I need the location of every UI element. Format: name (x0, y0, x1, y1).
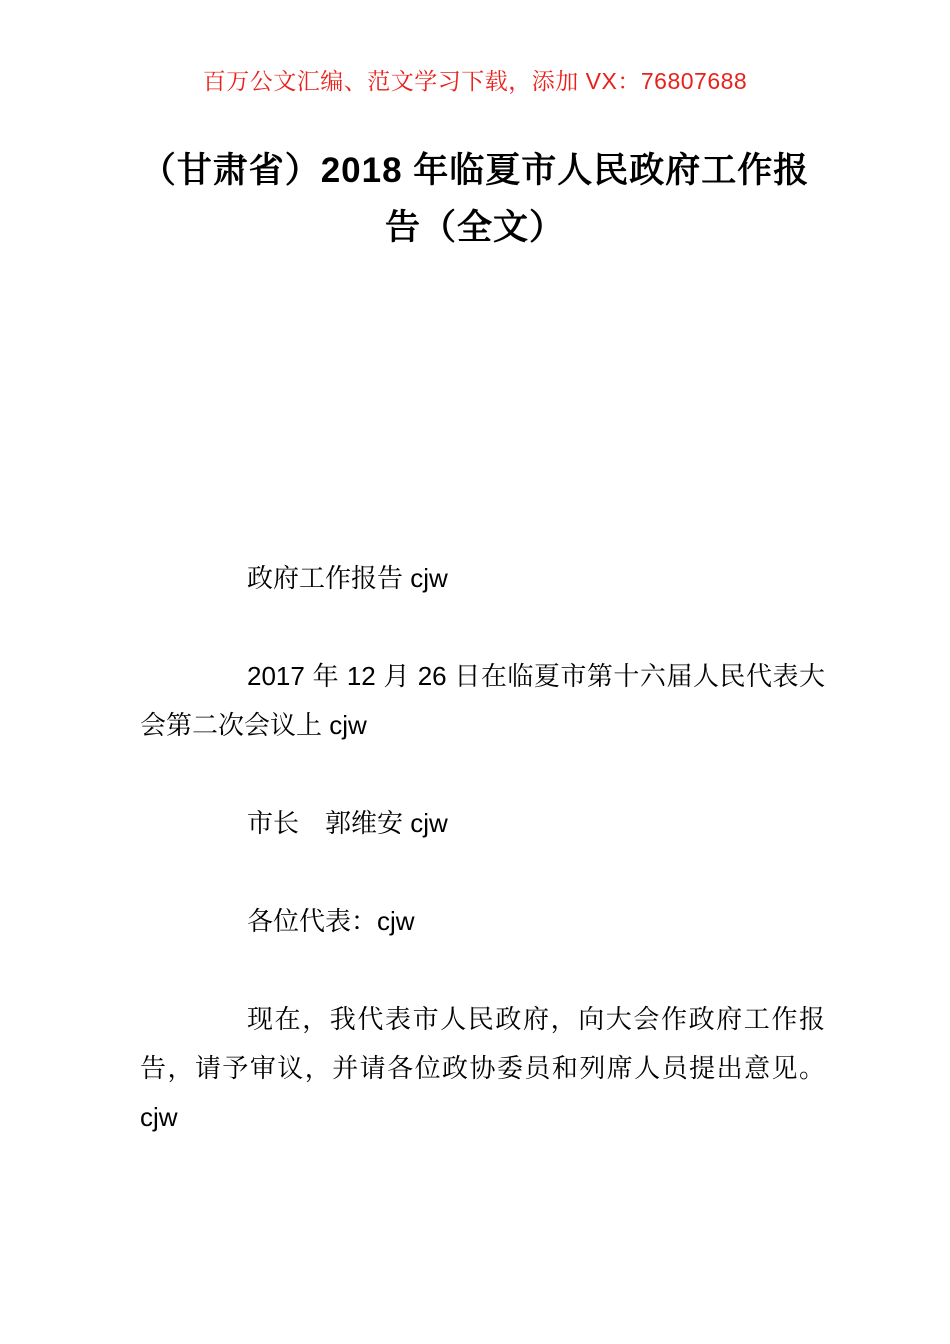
paragraph-salutation: 各位代表：cjw (247, 906, 415, 936)
promo-banner (0, 0, 950, 96)
paragraph-mayor-name: 市长 郭维安 cjw (247, 808, 448, 838)
document-body (140, 554, 825, 1142)
paragraph-meeting-info: 2017 年 12 月 26 日在临夏市第十六届人民代表大会第二次会议上 cjw (140, 661, 825, 740)
paragraph-opening-statement: 现在，我代表市人民政府，向大会作政府工作报告，请予审议，并请各位政协委员和列席人员提出意见。cjw (140, 1004, 825, 1132)
document-title: （甘肃省）2018 年临夏市人民政府工作报告（全文） (140, 151, 810, 247)
paragraph-report-label: 政府工作报告 cjw (247, 563, 448, 593)
promo-banner-text: 百万公文汇编、范文学习下载，添加 VX：76807688 (202, 68, 748, 94)
